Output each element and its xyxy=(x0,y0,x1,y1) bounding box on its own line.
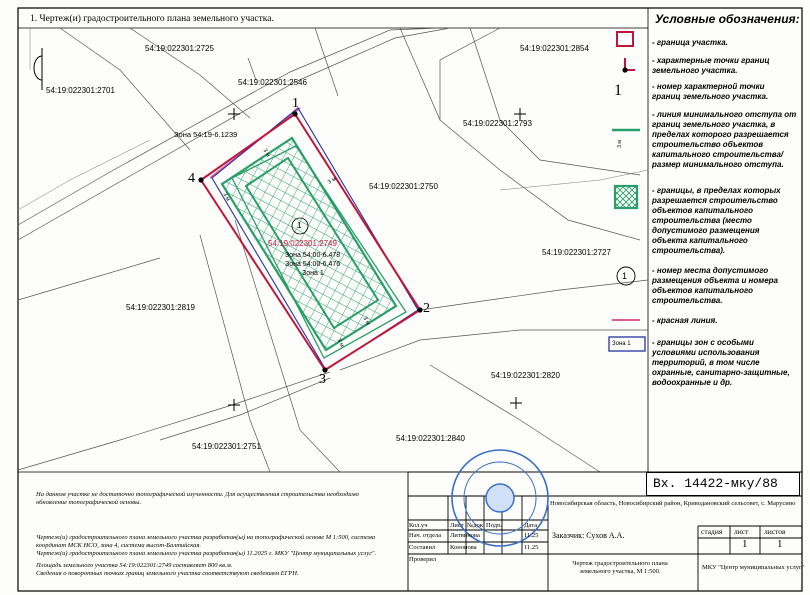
footnote: Чертеж(и) градостроительного плана земельного участка разработан(ы) на топографической основе М 1:500, система координат МСК НСО, зона 4, система высот-Балтийская. xyxy=(36,534,376,549)
role-label: Проверил xyxy=(409,556,437,563)
legend-item: - красная линия. xyxy=(652,316,718,325)
legend-title: Условные обозначения: xyxy=(655,12,800,26)
incoming-number: Вх. 14422-мку/88 xyxy=(653,476,778,491)
zone-label: Зона 54:00-6.476 xyxy=(285,261,341,268)
sheets-value: 1 xyxy=(777,538,783,550)
legend-item: - границы, в пределах которых разрешается строительство объектов капитального строительства (место допустимого размещения объекта капитального строительства). xyxy=(652,186,781,255)
footnote: Сведения о поворотных точках границ земельного участка соответствуют сведениям ЕГРН. xyxy=(36,570,299,577)
sheets-label: листов xyxy=(764,527,786,536)
zone-label-top: Зона 54:19-6.1239 xyxy=(174,130,238,139)
zone-label: Зона 1 xyxy=(302,270,324,277)
parcel-label: 54:19:022301:2793 xyxy=(463,119,532,128)
role-label: Составил xyxy=(409,544,436,551)
legend-item: - номер места допустимого размещения объекта и номера объектов капитального строительства. xyxy=(652,266,778,305)
legend-item: - номер характерной точки границ земельного участка. xyxy=(652,82,769,101)
role-label: Нач. отдела xyxy=(409,532,442,539)
parcel-label: 54:19:022301:2725 xyxy=(145,44,214,53)
col-header: Подп. xyxy=(486,522,503,529)
parcel-label: 54:19:022301:2727 xyxy=(542,248,611,257)
zone-label: Зона 54:00-6.478 xyxy=(285,252,341,259)
incoming-stamp xyxy=(646,472,800,496)
legend-item: - линия минимального отступа от границ земельного участка, в пределах которого разрешается строительство объектов капитального строительства/ размер минимального отступа. xyxy=(652,110,797,169)
project-location: Новосибирская область, Новосибирский район, Криводановский сельсовет, с. Марусино xyxy=(550,500,796,507)
point-number: 4 xyxy=(188,171,195,186)
point-number: 2 xyxy=(423,301,430,316)
legend-item: - граница участка. xyxy=(652,38,728,47)
legend-zone-box: Зона 1 xyxy=(612,341,631,347)
placement-number: 1 xyxy=(297,221,302,230)
offset-label: 3 м xyxy=(327,176,338,186)
legend-offset-symbol: 3 м xyxy=(616,140,623,148)
sheet-label: лист xyxy=(734,527,749,536)
survey-note: На данном участке не достаточно топографической изученности. Для осуществления строительства необходимо обновление топографической основы. xyxy=(36,491,359,506)
legend-item: - границы зон с особыми условиями использования территорий, в том числе охранные, санитарно-защитные, водоохранные и др. xyxy=(652,338,790,387)
col-header: Лист xyxy=(450,522,464,529)
offset-label: 3 м xyxy=(221,191,231,203)
organization: МКУ "Центр муниципальных услуг" xyxy=(702,564,805,571)
parcel-label: 54:19:022301:2819 xyxy=(126,303,195,312)
stage-label: стадия xyxy=(701,527,723,536)
offset-label: 3 м xyxy=(361,315,371,327)
parcel-label: 54:19:022301:2750 xyxy=(369,182,438,191)
col-header: №док xyxy=(467,522,483,529)
col-header: Дата xyxy=(524,522,537,529)
sheet-value: 1 xyxy=(742,538,748,550)
offset-label: 3 м xyxy=(261,147,271,159)
parcel-label: 54:19:022301:2751 xyxy=(192,442,261,451)
drawing-name: Чертеж градостроительного плана земельного участка, М 1:500. xyxy=(572,560,668,575)
drawing-title: 1. Чертеж(и) градостроительного плана земельного участка. xyxy=(30,14,274,24)
sign-date: 11.25 xyxy=(524,532,539,539)
col-header: Кол.уч xyxy=(409,522,428,529)
offset-label: 3 м xyxy=(335,337,345,349)
parcel-label: 54:19:022301:2701 xyxy=(46,86,115,95)
parcel-label: 54:19:022301:2854 xyxy=(520,44,589,53)
customer: Заказчик: Сухов А.А. xyxy=(552,531,625,540)
point-number: 3 xyxy=(319,372,326,387)
legend-item: - характерные точки границ земельного участка. xyxy=(652,56,770,75)
footnote: Чертеж(и) градостроительного плана земельного участка разработан(ы) 11.2025 г. МКУ "Центр муниципальных услуг". xyxy=(36,550,377,557)
signer-name: Литвинова xyxy=(450,532,480,539)
sign-date: 11.25 xyxy=(524,544,539,551)
parcel-label: 54:19:022301:2820 xyxy=(491,371,560,380)
legend-point-number: 1 xyxy=(614,82,622,99)
parcel-label: 54:19:022301:2546 xyxy=(238,78,307,87)
legend-circle-number: 1 xyxy=(622,271,628,281)
point-number: 1 xyxy=(292,96,299,111)
subject-parcel-label: 54:19:022301:2749 xyxy=(268,239,337,248)
parcel-label: 54:19:022301:2840 xyxy=(396,434,465,443)
footnote: Площадь земельного участка 54:19:022301:2749 составляет 800 кв.м. xyxy=(36,562,233,569)
signer-name: Кононова xyxy=(450,544,477,551)
